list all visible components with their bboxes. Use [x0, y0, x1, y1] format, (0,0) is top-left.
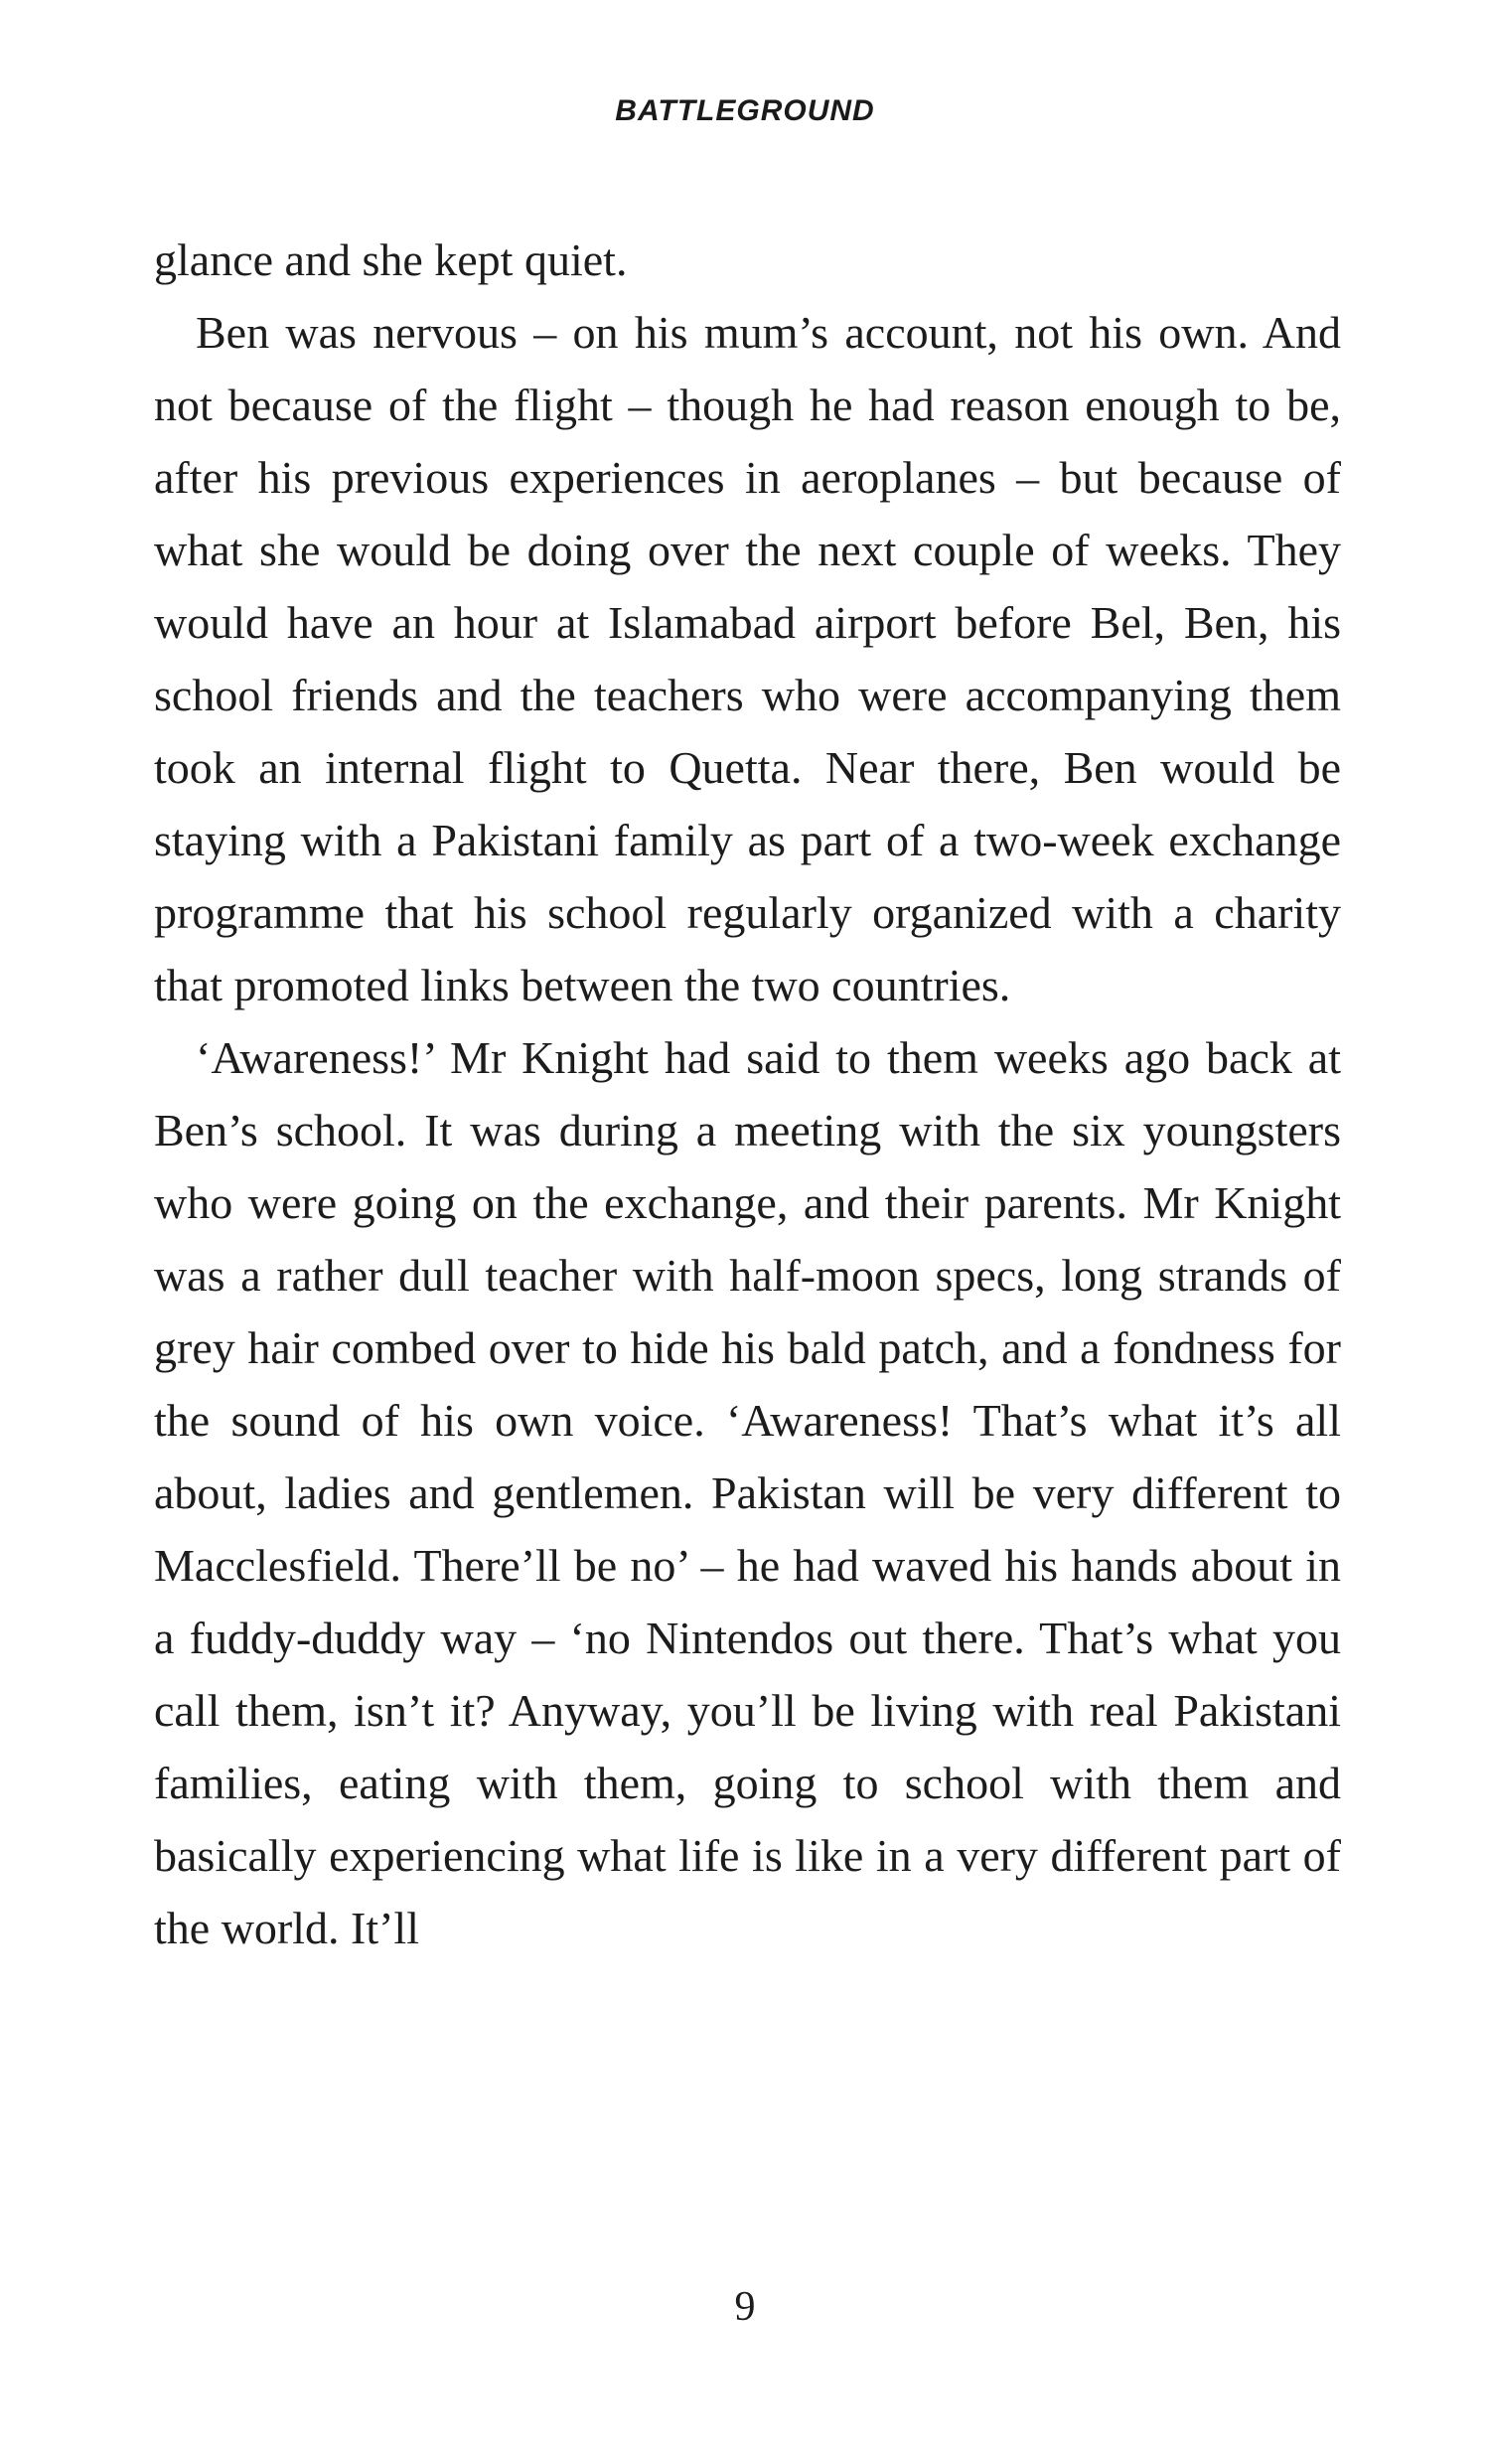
page-body — [154, 224, 1341, 1964]
paragraph-awareness: ‘Awareness!’ Mr Knight had said to them weeks ago back at Ben’s school. It was during a meeting with the six youngsters who were going on the exchange, and their parents. Mr Knight was a rather dull teacher with half-moon specs, long strands of grey hair combed over to hide his bald patch, and a fondness for the sound of his own voice. ‘Awareness! That’s what it’s all about, ladies and gentlemen. Pakistan will be very different to Macclesfield. There’ll be no’ – he had waved his hands about in a fuddy-duddy way – ‘no Nintendos out there. That’s what you call them, isn’t it? Anyway, you’ll be living with real Pakistani families, eating with them, going to school with them and basically experiencing what life is like in a very different part of the world. It’ll — [154, 1032, 1341, 1953]
running-head: BATTLEGROUND — [615, 94, 875, 127]
paragraph-continuation: glance and she kept quiet. — [154, 234, 628, 285]
paragraph-ben-nervous: Ben was nervous – on his mum’s account, not his own. And not because of the flight – though he had reason enough to be, after his previous experiences in aeroplanes – but because of what she would be doing over the next couple of weeks. They would have an hour at Islamabad airport before Bel, Ben, his school friends and the teachers who were accompanying them took an internal flight to Quetta. Near there, Ben would be staying with a Pakistani family as part of a two-week exchange programme that his school regularly organized with a charity that promoted links between the two countries. — [154, 307, 1341, 1010]
page-number: 9 — [734, 2284, 756, 2330]
